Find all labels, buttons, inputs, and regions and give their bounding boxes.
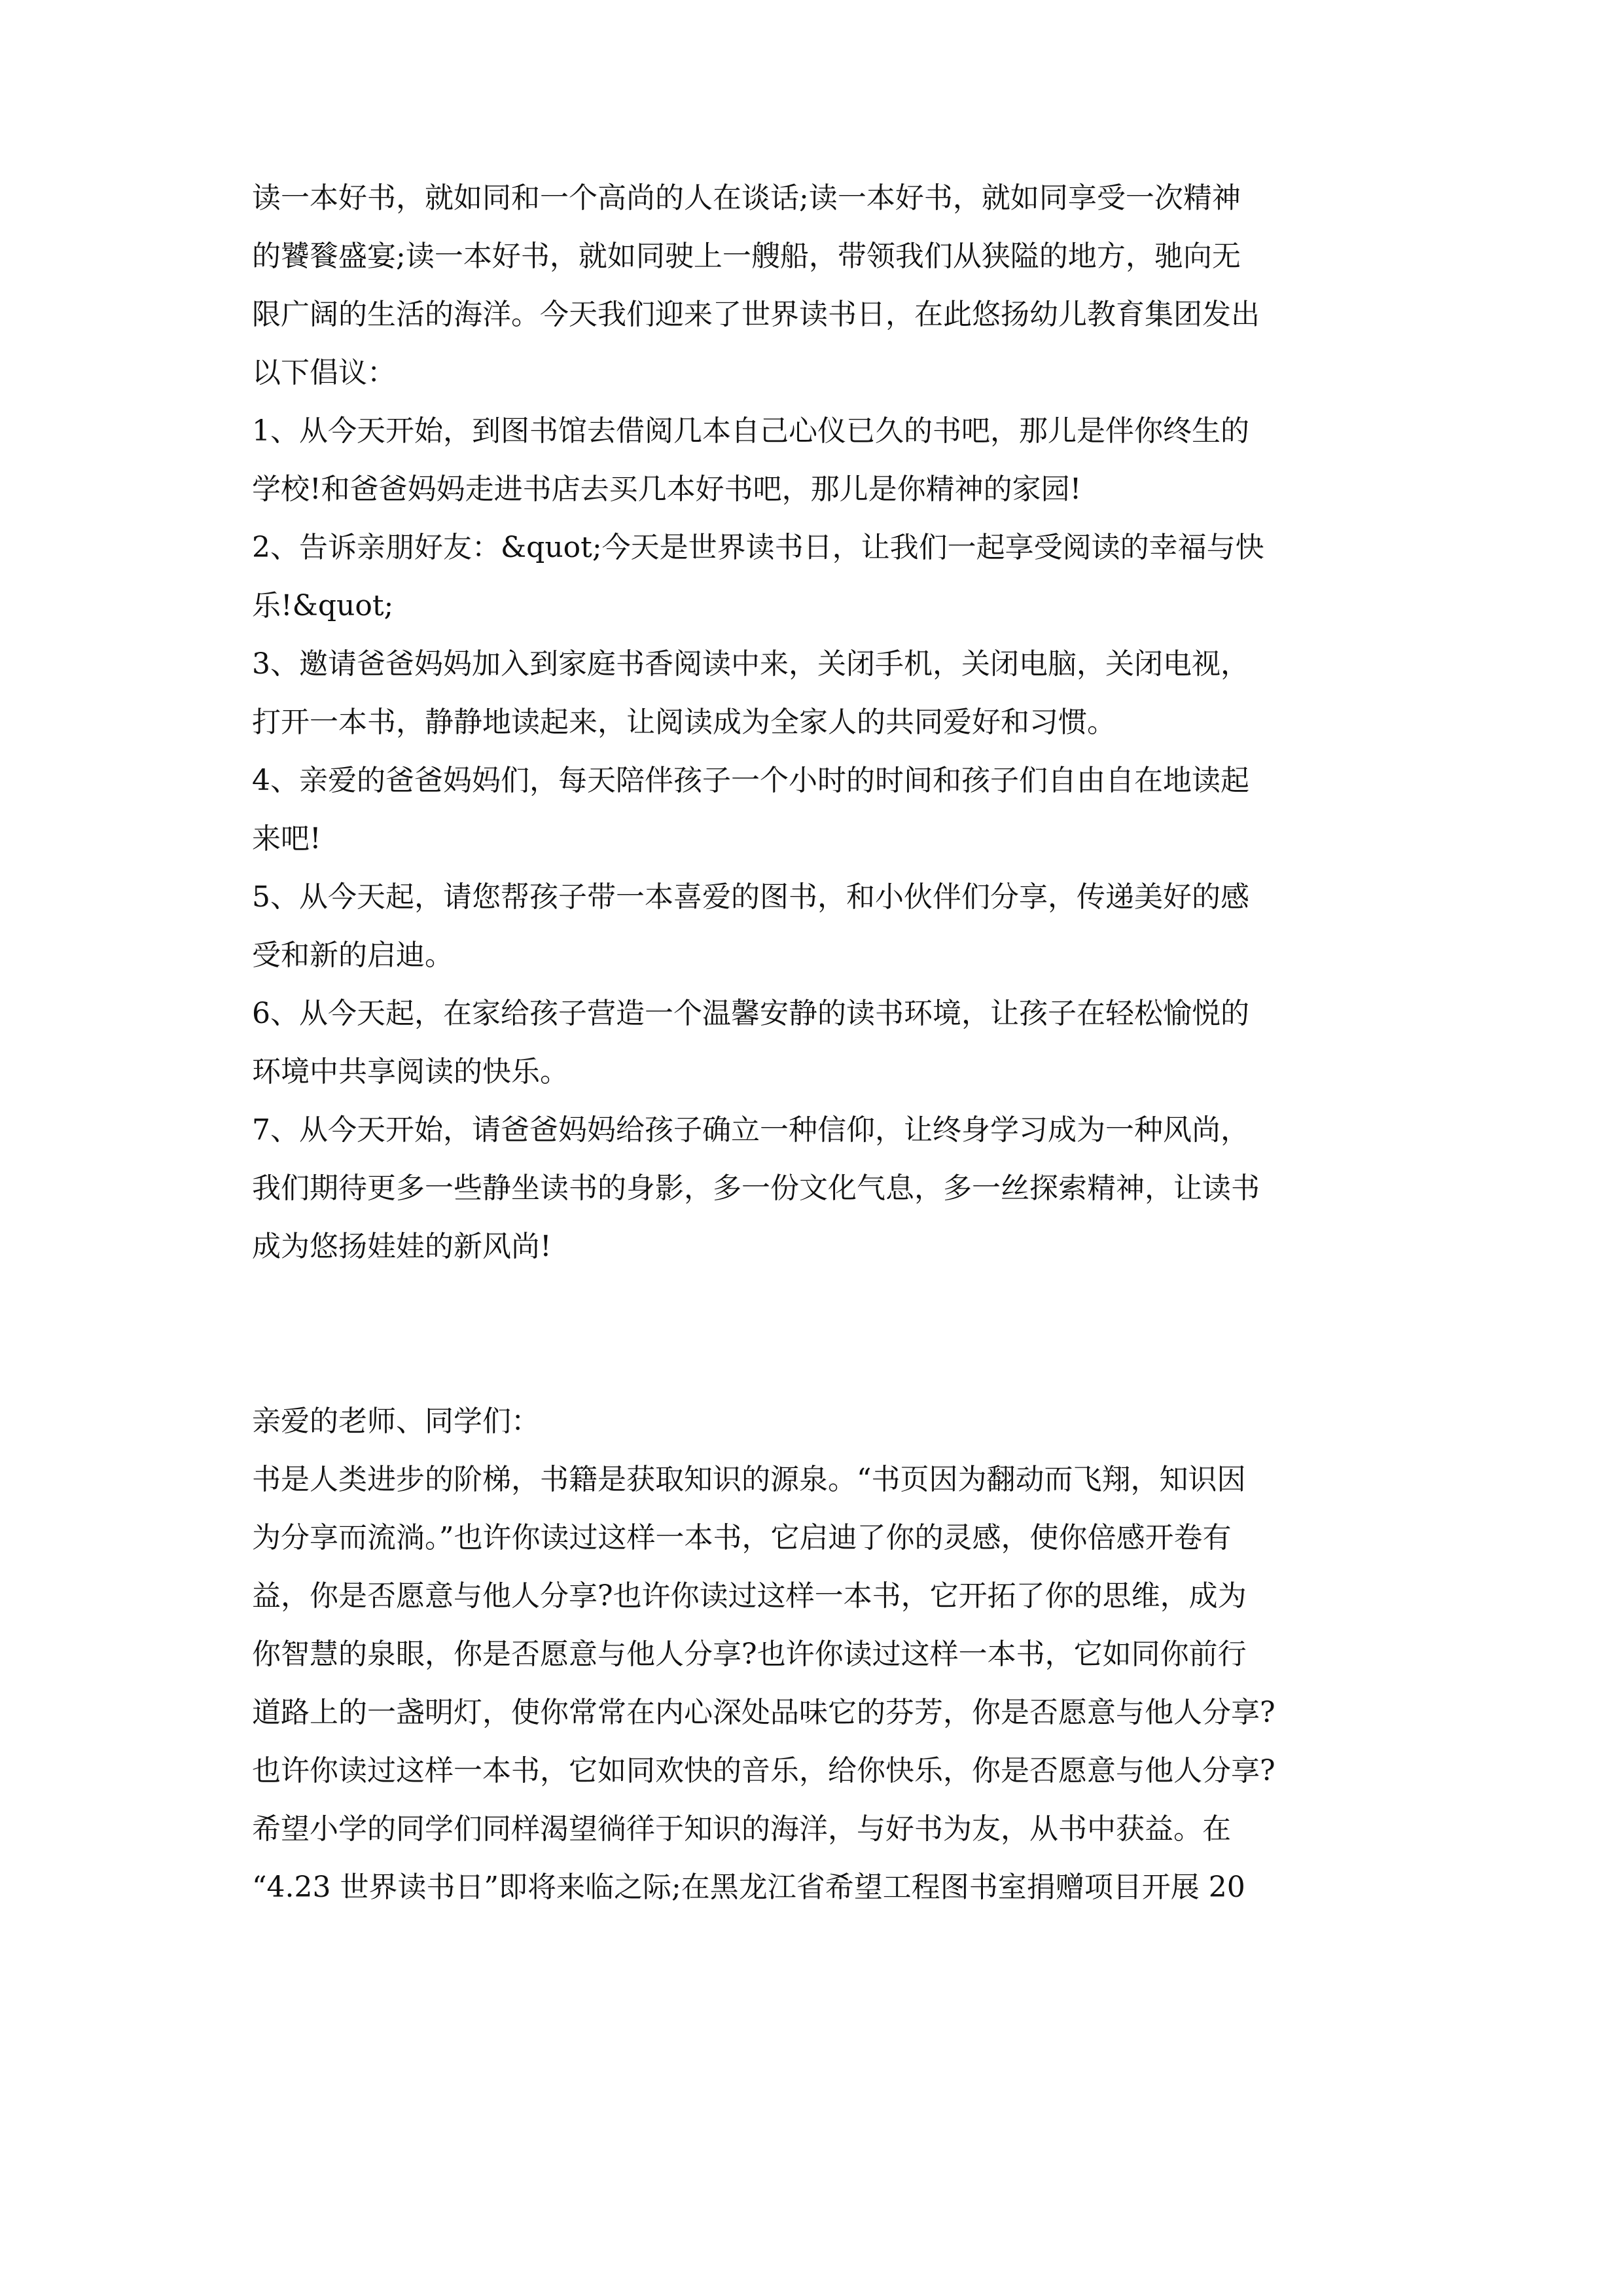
text-line: 4、亲爱的爸爸妈妈们，每天陪伴孩子一个小时的时间和孩子们自由自在地读起 <box>252 764 1249 797</box>
text-line: 5、从今天起，请您帮孩子带一本喜爱的图书，和小伙伴们分享，传递美好的感 <box>252 880 1249 914</box>
text-line: 2、告诉亲朋好友：&quot;今天是世界读书日，让我们一起享受阅读的幸福与快 <box>252 531 1264 564</box>
text-line: 乐!&quot; <box>252 589 394 622</box>
text-line: 3、邀请爸爸妈妈加入到家庭书香阅读中来，关闭手机，关闭电脑，关闭电视， <box>252 647 1249 681</box>
text-line: 成为悠扬娃娃的新风尚! <box>252 1230 552 1263</box>
speech-section <box>252 1392 1379 1916</box>
text-line: 读一本好书，就如同和一个高尚的人在谈话;读一本好书，就如同享受一次精神 <box>252 181 1241 215</box>
text-line: “4.23 世界读书日”即将来临之际;在黑龙江省希望工程图书室捐赠项目开展 20 <box>252 1871 1245 1904</box>
text-line: 限广阔的生活的海洋。今天我们迎来了世界读书日，在此悠扬幼儿教育集团发出 <box>252 298 1260 331</box>
text-line: 以下倡议： <box>252 356 396 389</box>
text-line: 希望小学的同学们同样渴望徜徉于知识的海洋，与好书为友，从书中获益。在 <box>252 1812 1231 1846</box>
text-line: 1、从今天开始，到图书馆去借阅几本自己心仪已久的书吧，那儿是伴你终生的 <box>252 414 1249 448</box>
text-line: 打开一本书，静静地读起来，让阅读成为全家人的共同爱好和习惯。 <box>252 706 1116 739</box>
text-line: 道路上的一盏明灯，使你常常在内心深处品味它的芬芳，你是否愿意与他人分享? <box>252 1696 1275 1729</box>
text-line: 7、从今天开始，请爸爸妈妈给孩子确立一种信仰，让终身学习成为一种风尚， <box>252 1113 1249 1147</box>
text-line: 学校!和爸爸妈妈走进书店去买几本好书吧，那儿是你精神的家园! <box>252 473 1082 506</box>
section-spacer <box>252 1276 1379 1392</box>
text-line: 亲爱的老师、同学们： <box>252 1405 540 1438</box>
text-line: 书是人类进步的阶梯，书籍是获取知识的源泉。“书页因为翻动而飞翔，知识因 <box>252 1463 1246 1496</box>
text-line: 也许你读过这样一本书，它如同欢快的音乐，给你快乐，你是否愿意与他人分享? <box>252 1754 1275 1787</box>
document-body <box>252 169 1379 1916</box>
text-line: 我们期待更多一些静坐读书的身影，多一份文化气息，多一丝探索精神，让读书 <box>252 1172 1260 1205</box>
text-line: 受和新的启迪。 <box>252 939 454 972</box>
reading-initiative-section <box>252 169 1379 1276</box>
text-line: 你智慧的泉眼，你是否愿意与他人分享?也许你读过这样一本书，它如同你前行 <box>252 1638 1247 1671</box>
text-line: 6、从今天起，在家给孩子营造一个温馨安静的读书环境，让孩子在轻松愉悦的 <box>252 997 1249 1030</box>
text-line: 来吧! <box>252 822 321 855</box>
text-line: 益，你是否愿意与他人分享?也许你读过这样一本书，它开拓了你的思维，成为 <box>252 1579 1247 1613</box>
text-line: 的饕餮盛宴;读一本好书，就如同驶上一艘船，带领我们从狭隘的地方，驰向无 <box>252 240 1241 273</box>
text-line: 为分享而流淌。”也许你读过这样一本书，它启迪了你的灵感，使你倍感开卷有 <box>252 1521 1232 1554</box>
text-line: 环境中共享阅读的快乐。 <box>252 1055 569 1088</box>
